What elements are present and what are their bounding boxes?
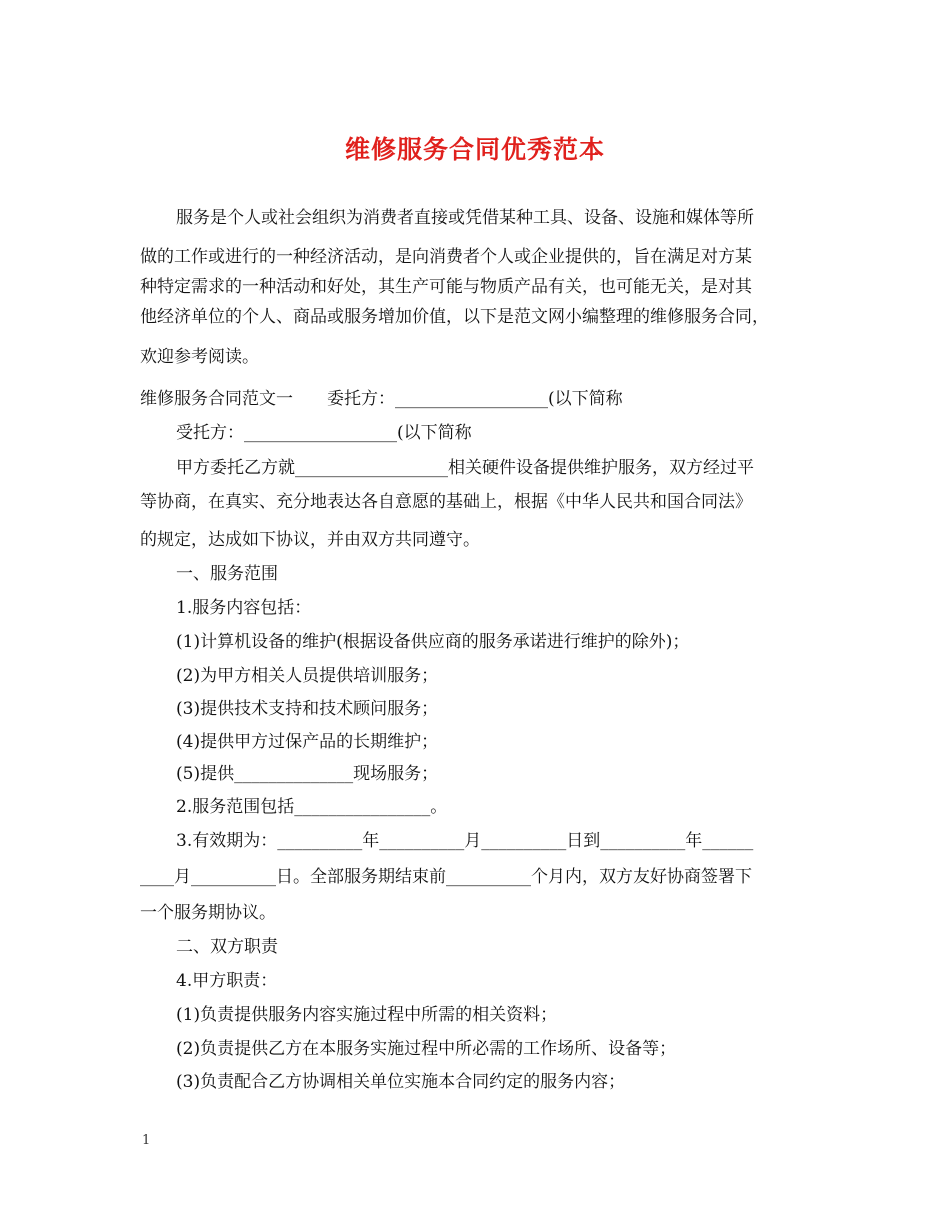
paragraph-line: ____月__________日。全部服务期结束前__________个月内，双方友好协商签署下 [140, 867, 752, 887]
page-number: 1 [142, 1133, 151, 1148]
page-title: 维修服务合同优秀范本 [344, 135, 605, 164]
paragraph-line: 4.甲方职责： [176, 971, 278, 991]
paragraph-line: 2.服务范围包括________________。 [176, 797, 448, 817]
paragraph-line: 3.有效期为：__________年__________月__________日到__________年______ [176, 831, 754, 851]
section-heading: 一、服务范围 [176, 564, 278, 584]
paragraph-line: (2)负责提供乙方在本服务实施过程中所必需的工作场所、设备等； [176, 1039, 677, 1059]
section-heading: 二、双方职责 [176, 937, 278, 957]
paragraph-line: 维修服务合同范文一 委托方：__________________(以下简称 [140, 389, 623, 409]
paragraph-line: 服务是个人或社会组织为消费者直接或凭借某种工具、设备、设施和媒体等所 [176, 208, 754, 228]
paragraph-line: 一个服务期协议。 [140, 903, 276, 923]
paragraph-line: (3)提供技术支持和技术顾问服务； [176, 699, 439, 719]
paragraph-line: (2)为甲方相关人员提供培训服务； [176, 666, 439, 686]
paragraph-line: 甲方委托乙方就__________________相关硬件设备提供维护服务，双方经过平 [176, 458, 754, 478]
paragraph-line: (1)计算机设备的维护(根据设备供应商的服务承诺进行维护的除外)； [176, 632, 690, 652]
paragraph-line: 受托方：__________________(以下简称 [176, 423, 472, 443]
paragraph-line: (4)提供甲方过保产品的长期维护； [176, 732, 439, 752]
paragraph-line: 做的工作或进行的一种经济活动，是向消费者个人或企业提供的，旨在满足对方某 [140, 247, 752, 267]
paragraph-line: 种特定需求的一种活动和好处，其生产可能与物质产品有关，也可能无关，是对其 [140, 277, 752, 297]
paragraph-line: (3)负责配合乙方协调相关单位实施本合同约定的服务内容； [176, 1072, 626, 1092]
paragraph-line: 的规定，达成如下协议，并由双方共同遵守。 [140, 530, 480, 550]
paragraph-line: 1.服务内容包括： [176, 598, 312, 618]
paragraph-line: (1)负责提供服务内容实施过程中所需的相关资料； [176, 1005, 558, 1025]
paragraph-line: 等协商，在真实、充分地表达各自意愿的基础上，根据《中华人民共和国合同法》 [140, 492, 752, 512]
paragraph-line: 他经济单位的个人、商品或服务增加价值，以下是范文网小编整理的维修服务合同， [140, 307, 769, 327]
paragraph-line: (5)提供______________现场服务； [176, 764, 439, 784]
paragraph-line: 欢迎参考阅读。 [140, 347, 259, 367]
